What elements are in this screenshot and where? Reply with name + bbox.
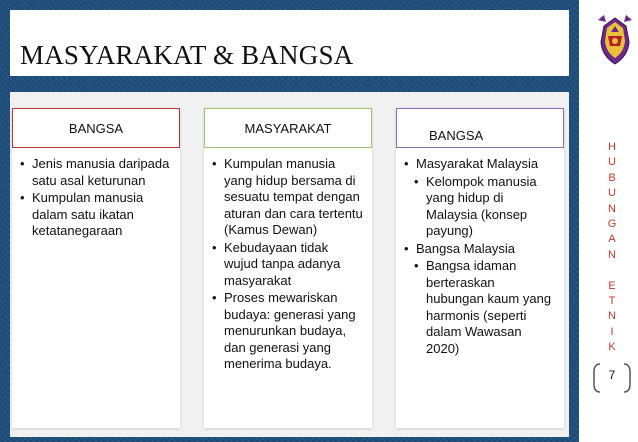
list-item: • Kumpulan manusia dalam satu ikatan ketatanegaraan bbox=[18, 190, 172, 240]
column-heading: BANGSA bbox=[12, 108, 180, 148]
column-heading: MASYARAKAT bbox=[204, 108, 372, 148]
side-label-letter: U bbox=[608, 156, 616, 169]
list-item: • Kebudayaan tidak wujud tanpa adanya masyarakat bbox=[210, 240, 364, 290]
list-item: • Proses mewariskan budaya: generasi yang menurunkan budaya, dan generasi yang menerima budaya. bbox=[210, 290, 364, 373]
side-label-letter: N bbox=[608, 310, 616, 323]
bullet-list bbox=[396, 148, 564, 357]
page-number-badge bbox=[592, 356, 632, 400]
side-label-letter: B bbox=[608, 171, 616, 184]
column-bangsa bbox=[12, 108, 180, 428]
side-label-letter: I bbox=[610, 325, 614, 338]
slide-title: MASYARAKAT & BANGSA bbox=[20, 40, 354, 70]
side-label-letter: G bbox=[607, 218, 617, 231]
list-item: • Kumpulan manusia yang hidup bersama di sesuatu tempat dengan aturan dan cara tertentu (Kamus Dewan) bbox=[210, 156, 364, 239]
column-masyarakat bbox=[204, 108, 372, 428]
side-label-letter: K bbox=[608, 341, 616, 354]
list-item: • Bangsa Malaysia bbox=[402, 241, 556, 258]
side-label-letter: U bbox=[608, 187, 616, 200]
side-label bbox=[598, 140, 626, 356]
side-label-letter: N bbox=[608, 202, 616, 215]
side-label-letter: T bbox=[608, 295, 616, 308]
side-label-letter: A bbox=[608, 233, 616, 246]
bullet-list bbox=[204, 148, 372, 373]
list-item: • Jenis manusia daripada satu asal keturunan bbox=[18, 156, 172, 189]
university-crest-icon bbox=[594, 12, 636, 68]
page-number: 7 bbox=[608, 368, 616, 382]
list-item: • Masyarakat Malaysia bbox=[402, 156, 556, 173]
column-bangsa-malaysia bbox=[396, 108, 564, 428]
title-panel bbox=[10, 10, 569, 76]
side-label-letter: H bbox=[608, 141, 616, 153]
bullet-list bbox=[12, 148, 180, 240]
side-label-letter: N bbox=[608, 248, 616, 261]
sub-list-item: • Kelompok manusia yang hidup di Malaysia (konsep payung) bbox=[402, 174, 556, 240]
side-label-letter: E bbox=[608, 279, 616, 292]
side-label-letter bbox=[610, 263, 613, 278]
sub-list-item: • Bangsa idaman berteraskan hubungan kaum yang harmonis (seperti dalam Wawasan 2020) bbox=[402, 258, 556, 357]
column-heading: BANGSA bbox=[396, 108, 564, 148]
